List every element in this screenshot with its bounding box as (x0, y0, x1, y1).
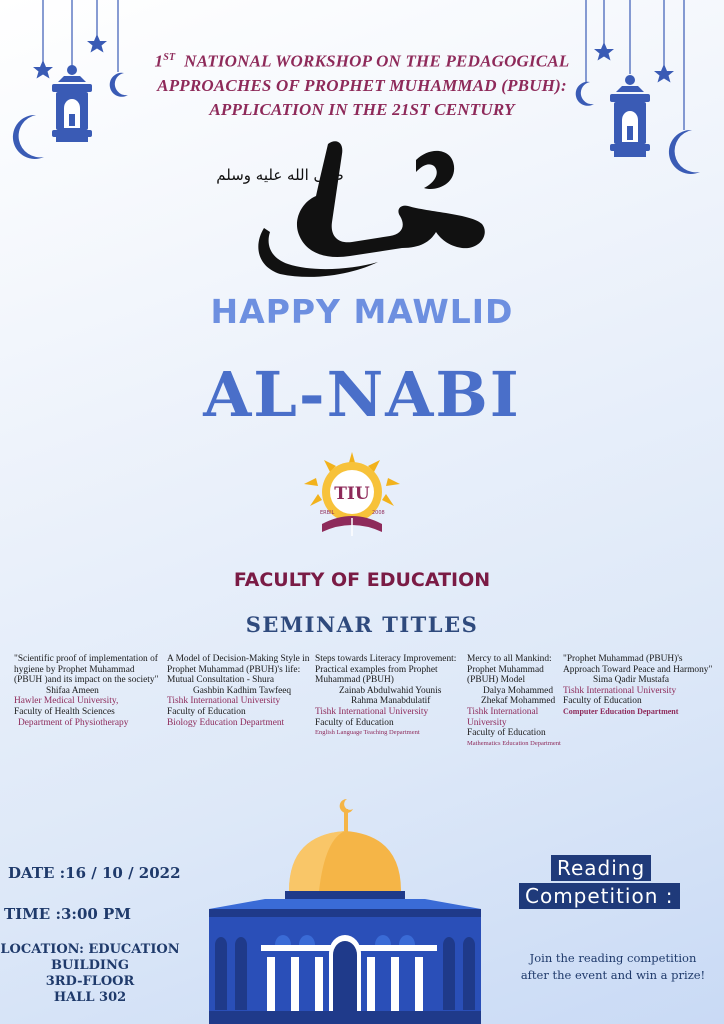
svg-text:2008: 2008 (372, 510, 385, 516)
event-time: TIME :3:00 PM (4, 905, 131, 923)
presenter-name: Gashbin Kadhim Tawfeeq (193, 685, 292, 696)
presenter-name: Zhekaf Mohammed (481, 696, 556, 707)
seminar-item (563, 654, 713, 718)
university: Tishk International University (315, 706, 429, 717)
department: Computer Education Department (563, 706, 679, 716)
university: Hawler Medical University, (14, 696, 119, 707)
presenter-name: Sima Qadir Mustafa (593, 675, 670, 686)
mosque-illustration (205, 795, 485, 1024)
faculty: Faculty of Health Sciences (14, 706, 115, 717)
muhammad-calligraphy (216, 132, 490, 282)
presenter-name: Zainab Abdulwahid Younis (339, 685, 442, 696)
department: Department of Physiotherapy (18, 717, 129, 728)
university: Tishk International University (467, 706, 539, 728)
al-nabi-heading: AL-NABI (203, 358, 521, 431)
competition-description: Join the reading competition after the event and win a prize! (520, 951, 706, 982)
logo-initials: TIU (334, 484, 370, 504)
department: English Language Teaching Department (315, 729, 420, 737)
seminar-titles-heading: SEMINAR TITLES (245, 612, 479, 637)
workshop-title: 1ST NATIONAL WORKSHOP ON THE PEDAGOGICAL APPROACHES OF PROPHET MUHAMMAD (PBUH): APPLICATION IN THE 21ST CENTURY (154, 51, 570, 119)
university: Tishk International University (563, 685, 677, 696)
seminar-title: Steps towards Literacy Improvement: Practical examples from Prophet Muhammad (PBUH) (315, 654, 457, 686)
presenter-name: Rahma Manabdulatif (351, 696, 431, 707)
presenter-name: Shifaa Ameen (46, 685, 99, 696)
presenter-name: Dalya Mohammed (483, 685, 554, 696)
faculty: Faculty of Education (563, 696, 642, 707)
seminar-title: "Scientific proof of implementation of hygiene by Prophet Muhammad (PBUH )and its impact on the society" (14, 654, 159, 686)
moon-icon (13, 115, 44, 159)
department: Mathematics Education Department (467, 739, 561, 747)
seminar-title: Mercy to all Mankind: Prophet Muhammad (PBUH) Model (467, 654, 552, 686)
faculty: Faculty of Education (167, 706, 246, 717)
reading-competition-title: Reading (551, 855, 651, 881)
salutation-text: صلى الله عليه وسلم (216, 166, 344, 184)
university: Tishk International University (167, 696, 281, 707)
star-icon (33, 60, 53, 79)
happy-mawlid-heading: HAPPY MAWLID (210, 292, 514, 331)
svg-text:ERBIL: ERBIL (320, 510, 335, 516)
star-icon (87, 34, 107, 53)
moon-icon (669, 130, 700, 174)
seminar-item (167, 654, 311, 728)
tiu-logo (300, 452, 404, 540)
reading-competition-title-line2: Competition : (519, 883, 680, 909)
event-date: DATE :16 / 10 / 2022 (8, 864, 181, 882)
event-location: LOCATION: EDUCATION BUILDING 3RD-FLOOR HALL 302 (0, 942, 180, 1005)
seminar-item (14, 654, 164, 728)
faculty-heading: FACULTY OF EDUCATION (233, 569, 491, 591)
seminar-title: "Prophet Muhammad (PBUH)'s Approach Toward Peace and Harmony" (563, 654, 713, 675)
department: Biology Education Department (167, 717, 285, 728)
star-icon (654, 64, 674, 83)
faculty: Faculty of Education (315, 717, 394, 728)
seminar-title: A Model of Decision-Making Style in Prophet Muhammad (PBUH)'s life: Mutual Consultation - Shura (167, 654, 310, 686)
faculty: Faculty of Education (467, 728, 546, 739)
seminar-item (467, 654, 562, 749)
seminar-item (315, 654, 465, 739)
